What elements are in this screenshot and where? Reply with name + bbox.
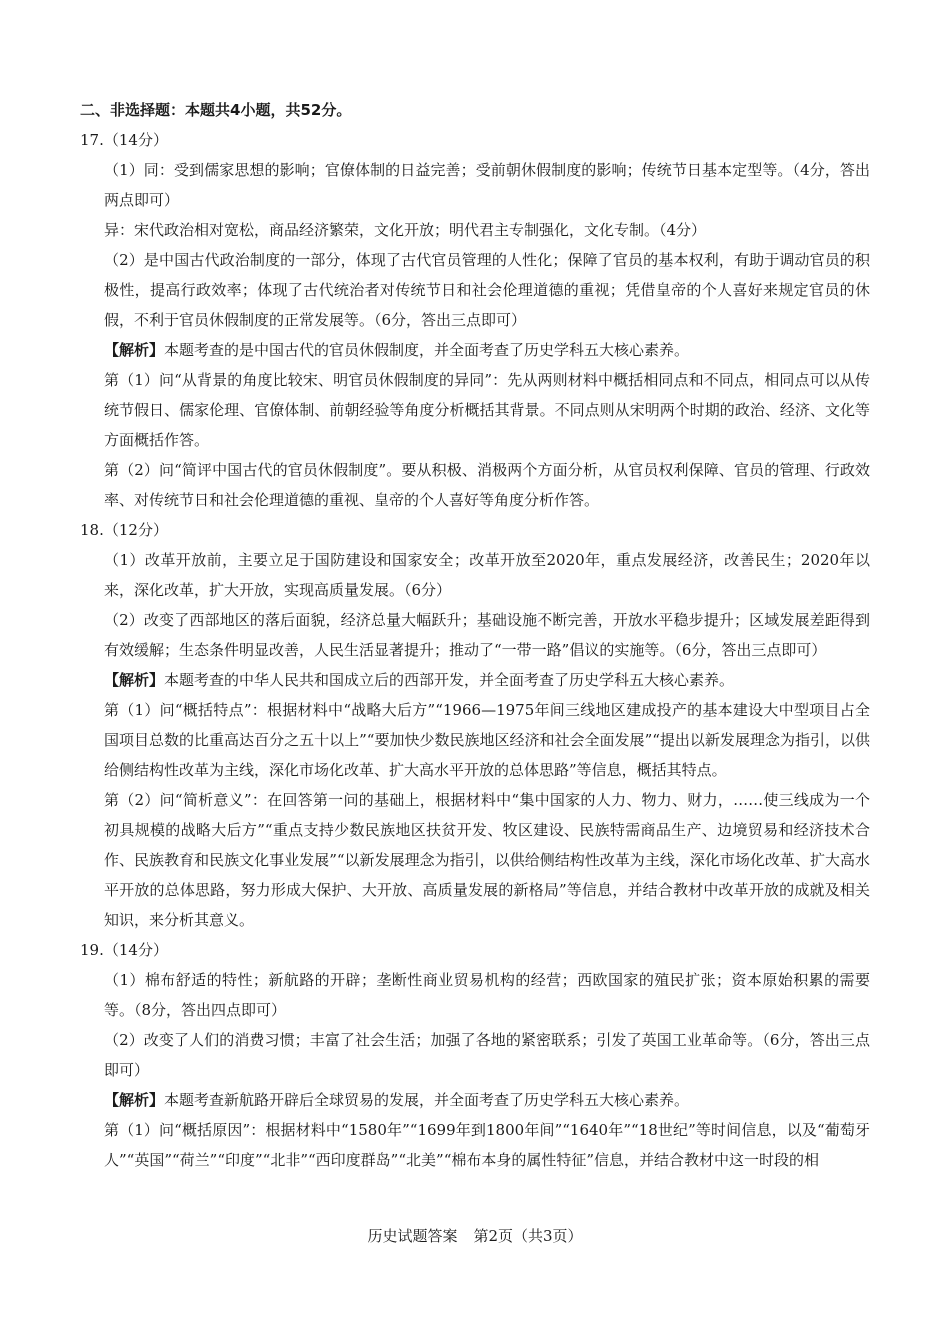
- question-number: 19.（14分）: [80, 941, 168, 959]
- answer-paragraph: [80, 965, 870, 1025]
- page-footer: [0, 1224, 950, 1248]
- question-19: [80, 935, 870, 1175]
- analysis-paragraph: [80, 665, 870, 695]
- answer-paragraph: [80, 155, 870, 215]
- analysis-paragraph: [80, 455, 870, 515]
- answer-paragraph: [80, 545, 870, 605]
- question-17: [80, 125, 870, 515]
- analysis-paragraph: [80, 1085, 870, 1115]
- section-title: 二、非选择题：本题共4小题，共52分。: [80, 101, 352, 119]
- answer-paragraph: [80, 215, 870, 245]
- analysis-tag: 【解析】: [104, 341, 165, 359]
- question-number: 18.（12分）: [80, 521, 168, 539]
- answer-paragraph: [80, 245, 870, 335]
- analysis-paragraph: [80, 1115, 870, 1175]
- answer-text: （1）棉布舒适的特性；新航路的开辟；垄断性商业贸易机构的经营；西欧国家的殖民扩张；资本原始积累的需要等。（8分，答出四点即可）: [104, 971, 870, 1019]
- answer-content: [80, 95, 870, 1175]
- analysis-text: 第（1）问“概括特点”：根据材料中“战略大后方”“1966—1975年间三线地区建成投产的基本建设大中型项目占全国项目总数的比重高达百分之五十以上”“要加快少数民族地区经济和社会全面发展”“提出以新发展理念为指引，以供给侧结构性改革为主线，深化市场化改革、扩大高水平开放的总体思路”等信息，概括其特点。: [104, 701, 870, 779]
- analysis-paragraph: [80, 785, 870, 935]
- answer-text: （1）同：受到儒家思想的影响；官僚体制的日益完善；受前朝休假制度的影响；传统节日基本定型等。（4分，答出两点即可）: [104, 161, 870, 209]
- answer-text: （2）是中国古代政治制度的一部分，体现了古代官员管理的人性化；保障了官员的基本权利，有助于调动官员的积极性，提高行政效率；体现了古代统治者对传统节日和社会伦理道德的重视；凭借皇帝的个人喜好来规定官员的休假，不利于官员休假制度的正常发展等。（6分，答出三点即可）: [104, 251, 870, 329]
- analysis-text: 第（1）问“概括原因”：根据材料中“1580年”“1699年到1800年间”“1640年”“18世纪”等时间信息，以及“葡萄牙人”“英国”“荷兰”“印度”“北非”“西印度群岛”“北美”“棉布本身的属性特征”信息，并结合教材中这一时段的相: [104, 1121, 870, 1169]
- footer-subject: 历史试题答案: [367, 1227, 458, 1245]
- answer-text: （1）改革开放前，主要立足于国防建设和国家安全；改革开放至2020年，重点发展经济，改善民生；2020年以来，深化改革，扩大开放，实现高质量发展。（6分）: [104, 551, 870, 599]
- question-18: [80, 515, 870, 935]
- analysis-tag: 【解析】: [104, 1091, 165, 1109]
- answer-paragraph: [80, 605, 870, 665]
- analysis-paragraph: [80, 695, 870, 785]
- analysis-text: 第（1）问“从背景的角度比较宋、明官员休假制度的异同”：先从两则材料中概括相同点和不同点，相同点可以从传统节假日、儒家伦理、官僚体制、前朝经验等角度分析概括其背景。不同点则从宋明两个时期的政治、经济、文化等方面概括作答。: [104, 371, 870, 449]
- answer-text: （2）改变了西部地区的落后面貌，经济总量大幅跃升；基础设施不断完善，开放水平稳步提升；区域发展差距得到有效缓解；生态条件明显改善，人民生活显著提升；推动了“一带一路”倡议的实施等。（6分，答出三点即可）: [104, 611, 870, 659]
- analysis-paragraph: [80, 365, 870, 455]
- answer-paragraph: [80, 1025, 870, 1085]
- analysis-text: 第（2）问“简析意义”：在回答第一问的基础上，根据材料中“集中国家的人力、物力、财力，……使三线成为一个初具规模的战略大后方”“重点支持少数民族地区扶贫开发、牧区建设、民族特需商品生产、边境贸易和经济技术合作、民族教育和民族文化事业发展”“以新发展理念为指引，以供给侧结构性改革为主线，深化市场化改革、扩大高水平开放的总体思路，努力形成大保护、大开放、高质量发展的新格局”等信息，并结合教材中改革开放的成就及相关知识，来分析其意义。: [104, 791, 870, 929]
- analysis-text: 本题考查新航路开辟后全球贸易的发展，并全面考查了历史学科五大核心素养。: [164, 1091, 690, 1109]
- analysis-tag: 【解析】: [104, 671, 165, 689]
- answer-text: （2）改变了人们的消费习惯；丰富了社会生活；加强了各地的紧密联系；引发了英国工业革命等。（6分，答出三点即可）: [104, 1031, 870, 1079]
- analysis-text: 本题考查的中华人民共和国成立后的西部开发，并全面考查了历史学科五大核心素养。: [164, 671, 735, 689]
- analysis-text: 第（2）问“简评中国古代的官员休假制度”。要从积极、消极两个方面分析，从官员权利保障、官员的管理、行政效率、对传统节日和社会伦理道德的重视、皇帝的个人喜好等角度分析作答。: [104, 461, 870, 509]
- analysis-paragraph: [80, 335, 870, 365]
- footer-page-number: 第2页（共3页）: [473, 1227, 583, 1245]
- question-number: 17.（14分）: [80, 131, 168, 149]
- answer-text: 异：宋代政治相对宽松，商品经济繁荣，文化开放；明代君主专制强化，文化专制。（4分）: [104, 221, 707, 239]
- analysis-text: 本题考查的是中国古代的官员休假制度，并全面考查了历史学科五大核心素养。: [164, 341, 690, 359]
